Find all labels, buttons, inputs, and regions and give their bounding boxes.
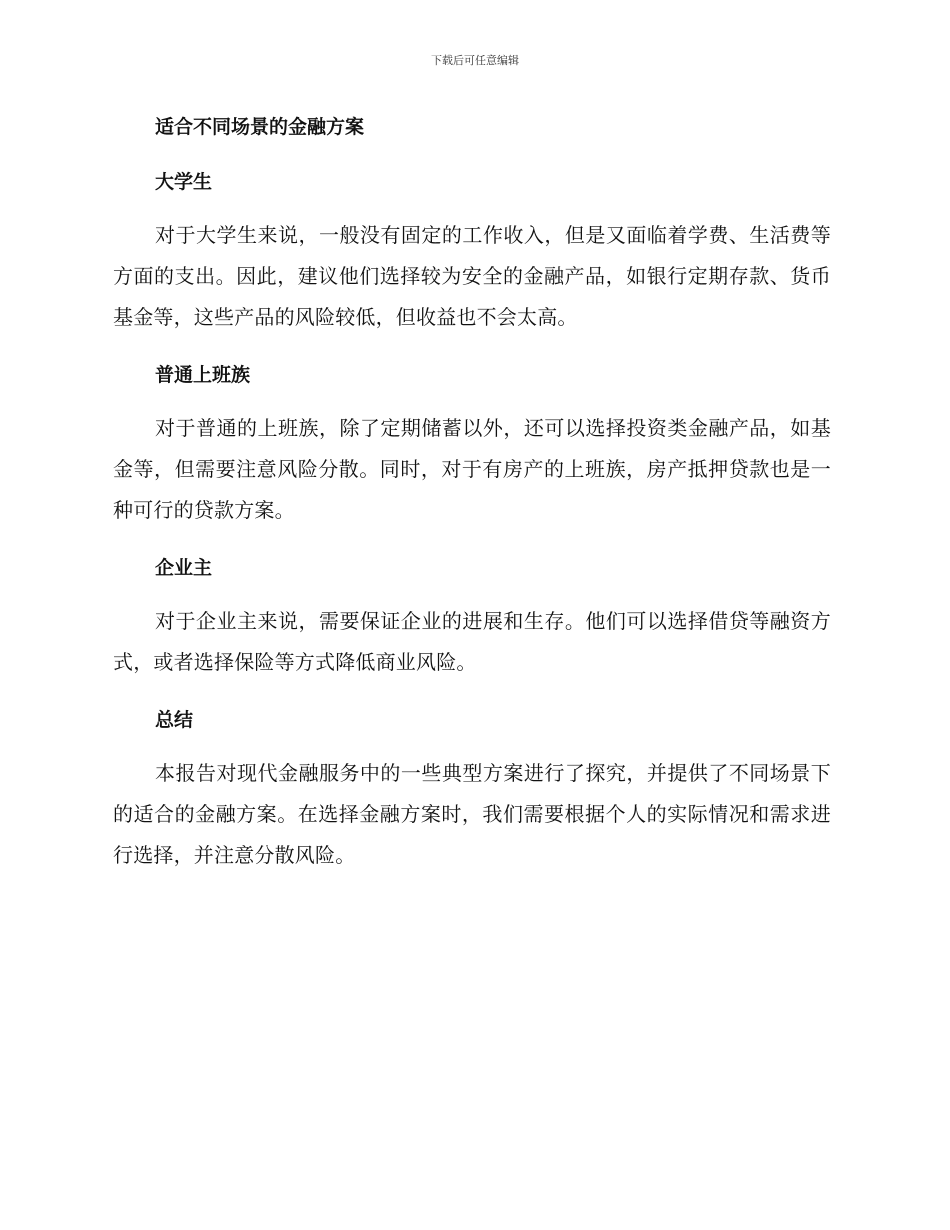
document-title: 适合不同场景的金融方案 bbox=[155, 116, 365, 138]
section-heading-students: 大学生 bbox=[155, 171, 213, 193]
section-paragraph-summary: 本报告对现代金融服务中的一些典型方案进行了探究，并提供了不同场景下的适合的金融方案。在选择金融方案时，我们需要根据个人的实际情况和需求进行选择，并注意分散风险。 bbox=[113, 761, 831, 867]
section-heading-office-workers: 普通上班族 bbox=[155, 364, 251, 386]
section-heading-business-owners: 企业主 bbox=[155, 557, 213, 579]
section-paragraph-office-workers: 对于普通的上班族，除了定期储蓄以外，还可以选择投资类金融产品，如基金等，但需要注意风险分散。同时，对于有房产的上班族，房产抵押贷款也是一种可行的贷款方案。 bbox=[113, 416, 831, 522]
document-body bbox=[113, 110, 831, 896]
page-header-note: 下载后可任意编辑 bbox=[431, 54, 519, 67]
section-paragraph-students: 对于大学生来说，一般没有固定的工作收入，但是又面临着学费、生活费等方面的支出。因此，建议他们选择较为安全的金融产品，如银行定期存款、货币基金等，这些产品的风险较低，但收益也不会太高。 bbox=[113, 223, 831, 329]
section-paragraph-business-owners: 对于企业主来说，需要保证企业的进展和生存。他们可以选择借贷等融资方式，或者选择保险等方式降低商业风险。 bbox=[113, 609, 831, 674]
section-heading-summary: 总结 bbox=[155, 709, 194, 731]
